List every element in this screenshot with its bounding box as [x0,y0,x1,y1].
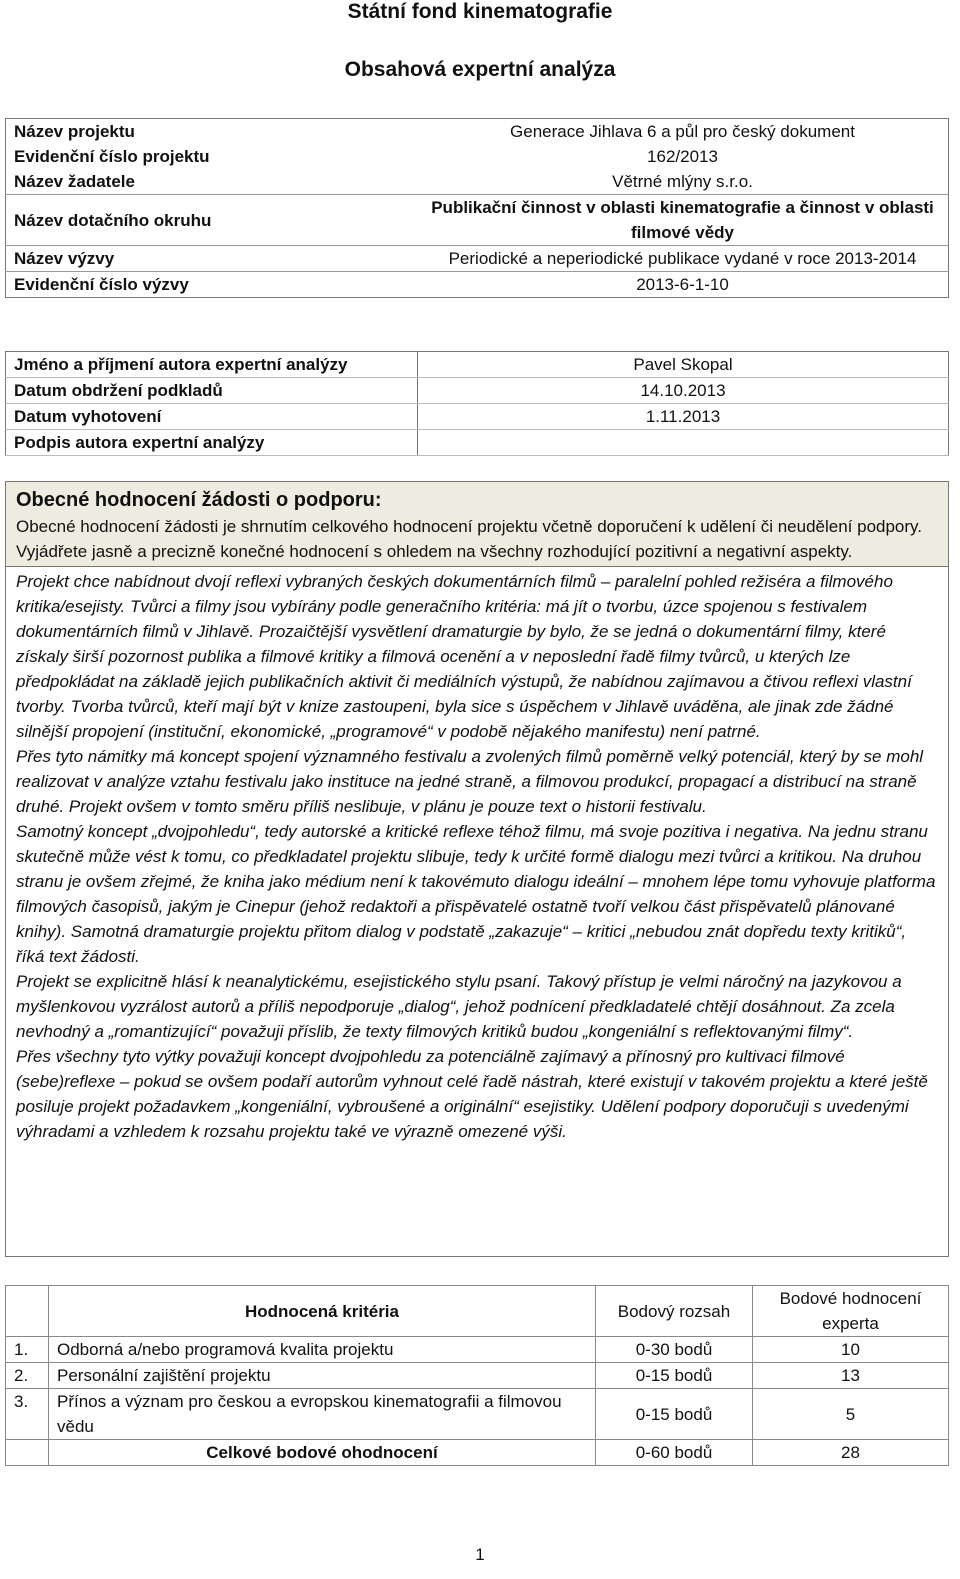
criterion-name: Odborná a/nebo programová kvalita projektu [49,1337,596,1363]
table-total-row [6,1440,949,1466]
table-row [6,404,949,430]
table-row [6,1389,949,1440]
grant-area-label: Název dotačního okruhu [6,195,418,246]
completion-date-label: Datum vyhotovení [6,404,418,430]
grant-area-value: Publikační činnost v oblasti kinematografie a činnost v oblasti filmové vědy [417,195,949,246]
table-row [6,246,949,272]
assessment-body [6,567,948,1146]
signature-value [418,430,949,456]
total-num-cell [6,1440,49,1466]
project-name-label: Název projektu [14,122,135,141]
table-row [6,1337,949,1363]
page-number: 1 [475,1545,485,1564]
author-info-table [5,351,949,456]
criterion-name: Přínos a význam pro českou a evropskou kinematografii a filmovou vědu [49,1389,596,1440]
table-header-row [6,1286,949,1337]
assessment-paragraph: Samotný koncept „dvojpohledu“, tedy autorské a kritické reflexe téhož filmu, má svoje pozitiva i negativa. Na jednu stranu skutečně může vést k tomu, co předkladatel projektu slibuje, tedy k určité formě dialogu mezi tvůrci a kritikou. Na druhou stranu je ovšem zřejmé, že kniha jako médium není k takovémuto dialogu ideální – mnohem lépe tomu vyhovuje platforma filmových časopisů, jakým je Cinepur (jehož redaktoři a přispěvatelé ostatně tvoří velkou část přispěvatelů plánované knihy). Samotná dramaturgie projektu přitom dialog v podstatě „zakazuje“ – kritici „nebudou znát dopředu texty kritiků“, říká text žádosti. [16,822,936,966]
received-date-label: Datum obdržení podkladů [6,378,418,404]
received-date-value: 14.10.2013 [418,378,949,404]
call-name-label: Název výzvy [6,246,418,272]
table-row [6,195,949,246]
table-row [6,378,949,404]
header-range: Bodový rozsah [596,1286,753,1337]
criteria-table [5,1285,949,1466]
header-criteria: Hodnocená kritéria [49,1286,596,1337]
table-row [6,430,949,456]
criterion-score: 13 [753,1363,949,1389]
total-score: 28 [753,1440,949,1466]
row-number: 2. [6,1363,49,1389]
assessment-title: Obecné hodnocení žádosti o podporu: [16,489,382,511]
criterion-score: 10 [753,1337,949,1363]
criterion-name: Personální zajištění projektu [49,1363,596,1389]
table-row [6,352,949,378]
header-score: Bodové hodnocení experta [753,1286,949,1337]
total-range: 0-60 bodů [596,1440,753,1466]
table-row [6,169,949,195]
criterion-score: 5 [753,1389,949,1440]
header-num-cell [6,1286,49,1337]
project-info-table [5,118,949,298]
total-label: Celkové bodové ohodnocení [49,1440,596,1466]
table-row [6,1363,949,1389]
organization-title: Státní fond kinematografie [347,0,613,23]
author-name-value: Pavel Skopal [418,352,949,378]
document-title: Obsahová expertní analýza [344,58,616,81]
assessment-paragraph: Přes všechny tyto výtky považuji koncept dvojpohledu za potenciálně zajímavý a přínosný pro kultivaci filmové (sebe)reflexe – pokud se ovšem podaří autorům vyhnout celé řadě nástrah, které existují v takovém projektu a které ještě posiluje projekt požadavkem „kongeniální, vybroušené a originální“ esejistiky. Udělení podpory doporučuji s uvedenými výhradami a vzhledem k rozsahu projektu také ve výrazně omezené výši. [16,1047,928,1141]
criterion-range: 0-15 bodů [596,1363,753,1389]
row-number: 3. [6,1389,49,1440]
assessment-header [6,482,948,567]
completion-date-value: 1.11.2013 [418,404,949,430]
call-name-value: Periodické a neperiodické publikace vydané v roce 2013-2014 [417,246,949,272]
assessment-paragraph: Projekt chce nabídnout dvojí reflexi vybraných českých dokumentárních filmů – paralelní pohled režiséra a filmového kritika/esejisty. Tvůrci a filmy jsou vybírány podle generačního kritéria: má jít o tvorbu, úzce spojenou s festivalem dokumentárních filmů v Jihlavě. Prozaičtější vysvětlení dramaturgie by bylo, že se jedná o dokumentární filmy, které získaly širší pozornost publika a filmové kritiky a filmová ocenění a v neposlední řadě filmy tvůrců, u kterých lze předpokládat na základě jejich publikačních aktivit či mediálních výstupů, že nabídnou zajímavou a čtivou reflexi vlastní tvorby. Tvorba tvůrců, kteří mají být v knize zastoupeni, byla sice s úspěchem v Jihlavě uváděna, ale jinak zde žádné silnější propojení (instituční, ekonomické, „programové“ v podobě nějakého manifestu) není patrné. [16,572,912,741]
applicant-label: Název žadatele [6,169,418,195]
table-row [6,144,949,169]
criterion-range: 0-15 bodů [596,1389,753,1440]
project-number-value: 162/2013 [647,147,718,166]
criterion-range: 0-30 bodů [596,1337,753,1363]
project-name-value: Generace Jihlava 6 a půl pro český dokument [510,122,855,141]
general-assessment-section [5,481,949,1257]
assessment-paragraph: Projekt se explicitně hlásí k neanalytickému, esejistického stylu psaní. Takový přístup je velmi náročný na jazykovou a myšlenkovou vyzrálost autorů a příliš nepodporuje „dialog“, jehož podnícení předkladatelé chtějí dosáhnout. Za zcela nevhodný a „romantizující“ považuji příslib, že texty filmových kritiků budou „kongeniální s reflektovanými filmy“. [16,972,902,1041]
author-name-label: Jméno a příjmení autora expertní analýzy [6,352,418,378]
assessment-description: Obecné hodnocení žádosti je shrnutím celkového hodnocení projektu včetně doporučení k udělení či neudělení podpory. Vyjádřete jasně a precizně konečné hodnocení s ohledem na všechny rozhodující pozitivní a negativní aspekty. [16,517,923,561]
call-number-value: 2013-6-1-10 [636,275,729,294]
table-row [6,119,949,145]
assessment-paragraph: Přes tyto námitky má koncept spojení významného festivalu a zvolených filmů poměrně velký potenciál, který by se mohl realizovat v analýze vztahu festivalu jako instituce na jedné straně, a filmovou produkcí, propagací a distribucí na straně druhé. Projekt ovšem v tomto směru příliš neslibuje, v plánu je pouze text o historii festivalu. [16,747,924,816]
row-number: 1. [6,1337,49,1363]
call-number-label: Evidenční číslo výzvy [14,275,189,294]
signature-label: Podpis autora expertní analýzy [6,430,418,456]
table-row [6,272,949,298]
project-number-label: Evidenční číslo projektu [14,147,210,166]
applicant-value: Větrné mlýny s.r.o. [417,169,949,195]
